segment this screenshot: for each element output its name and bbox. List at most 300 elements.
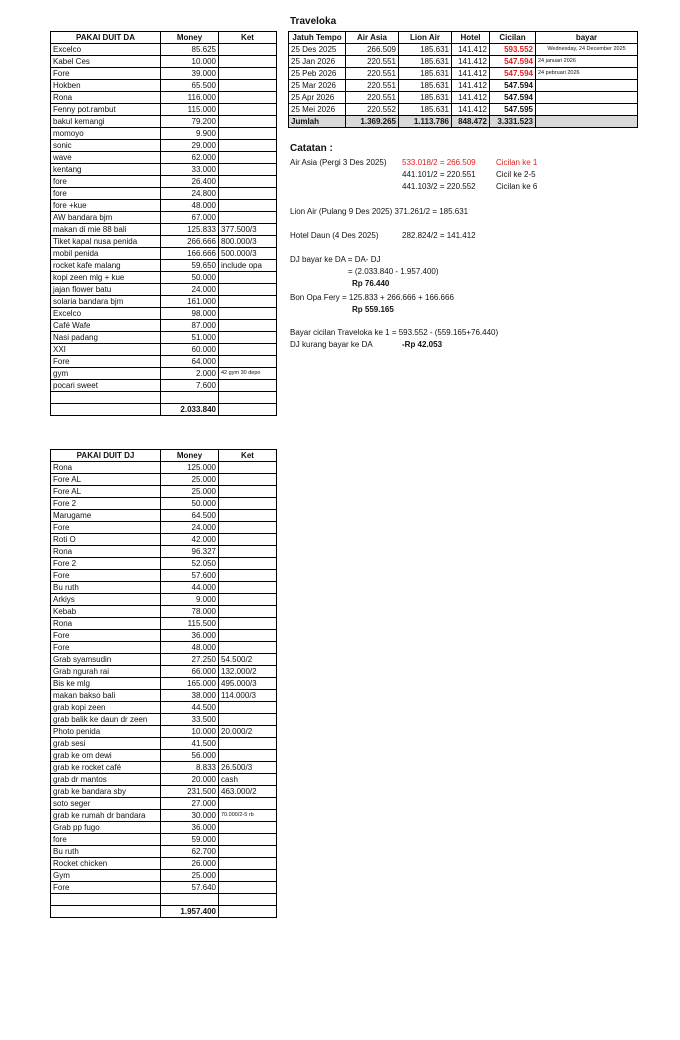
dj-cell-money: 125.000 [161,462,219,474]
dj-row [51,690,277,702]
catatan-airasia-line2-note: Cicil ke 2-5 [496,170,536,179]
traveloka-total-row [289,116,638,128]
da-cell-item: Excelco [51,308,161,320]
dj-cell-ket [219,510,277,522]
da-cell-money: 87.000 [161,320,219,332]
traveloka-header-cicilan: Cicilan [490,32,536,44]
dj-row [51,822,277,834]
traveloka-cell-hotel: 141.412 [452,44,490,56]
catatan-airasia-line2: 441.101/2 = 220.551 [402,170,476,179]
da-cell-ket [219,356,277,368]
da-cell-ket [219,92,277,104]
dj-cell-money: 27.000 [161,798,219,810]
dj-cell-money: 48.000 [161,642,219,654]
da-cell-item [51,392,161,404]
dj-cell-ket [219,594,277,606]
traveloka-header-row [289,32,638,44]
da-cell-ket [219,44,277,56]
da-row [51,44,277,56]
dj-cell-ket [219,858,277,870]
dj-row [51,810,277,822]
traveloka-table-body [289,44,638,116]
dj-cell-ket [219,750,277,762]
da-cell-money: 67.000 [161,212,219,224]
dj-cell-item: Fore AL [51,474,161,486]
dj-row [51,474,277,486]
dj-row [51,786,277,798]
dj-cell-item: Grab pp fugo [51,822,161,834]
da-cell-item: sonic [51,140,161,152]
traveloka-cell-lion-air: 185.631 [399,104,452,116]
traveloka-cell-hotel: 141.412 [452,56,490,68]
dj-cell-ket [219,714,277,726]
catatan-bon-opa: Bon Opa Fery = 125.833 + 266.666 + 166.666 [290,293,454,302]
catatan-bayar-cicilan: Bayar cicilan Traveloka ke 1 = 593.552 - (559.165+76.440) [290,328,499,337]
dj-cell-money: 25.000 [161,474,219,486]
traveloka-header-hotel: Hotel [452,32,490,44]
traveloka-cell-bayar [536,104,638,116]
dj-cell-money: 64.500 [161,510,219,522]
dj-row [51,846,277,858]
dj-row [51,882,277,894]
dj-total-ket [219,906,277,918]
dj-cell-ket [219,606,277,618]
dj-cell-money: 57.640 [161,882,219,894]
dj-cell-money: 52.050 [161,558,219,570]
catatan-heading: Catatan : [290,143,333,154]
da-row [51,212,277,224]
da-cell-item: Tiket kapal nusa penida [51,236,161,248]
catatan-dj-kurang-value: -Rp 42.053 [402,340,443,349]
da-table-body [51,44,277,404]
dj-cell-item: Fore 2 [51,558,161,570]
da-cell-item: jajan flower batu [51,284,161,296]
traveloka-total-cicilan: 3.331.523 [490,116,536,128]
dj-cell-ket [219,822,277,834]
da-cell-ket [219,176,277,188]
da-cell-money: 24.000 [161,284,219,296]
dj-header-item: PAKAI DUIT DJ [51,450,161,462]
catatan-airasia-line1: 533.018/2 = 266.509 [402,158,476,167]
dj-cell-money: 24.000 [161,522,219,534]
da-cell-item: mobil penida [51,248,161,260]
dj-row [51,522,277,534]
da-row [51,308,277,320]
da-cell-item: Fore [51,356,161,368]
da-cell-item: wave [51,152,161,164]
da-row [51,392,277,404]
da-cell-money: 79.200 [161,116,219,128]
da-cell-ket [219,332,277,344]
catatan-dj-kurang: DJ kurang bayar ke DA [290,340,373,349]
da-cell-ket [219,80,277,92]
dj-row [51,582,277,594]
da-cell-item: gym [51,368,161,380]
da-cell-money: 39.000 [161,68,219,80]
da-cell-item: pocari sweet [51,380,161,392]
dj-cell-item: grab ke rocket café [51,762,161,774]
da-cell-ket [219,320,277,332]
da-cell-money: 9.900 [161,128,219,140]
dj-row [51,534,277,546]
traveloka-header-lion-air: Lion Air [399,32,452,44]
da-total-ket [219,404,277,416]
dj-cell-money: 42.000 [161,534,219,546]
da-row [51,368,277,380]
dj-cell-money: 38.000 [161,690,219,702]
traveloka-row [289,80,638,92]
da-cell-money: 29.000 [161,140,219,152]
da-total-value: 2.033.840 [161,404,219,416]
dj-cell-ket [219,834,277,846]
dj-cell-ket: 26.500/3 [219,762,277,774]
dj-row [51,738,277,750]
da-cell-money: 64.000 [161,356,219,368]
traveloka-title: Traveloka [290,16,337,27]
da-cell-money: 33.000 [161,164,219,176]
catatan-bon-result: Rp 559.165 [352,305,394,314]
da-row [51,56,277,68]
dj-row [51,774,277,786]
dj-cell-money [161,894,219,906]
da-cell-money: 51.000 [161,332,219,344]
da-cell-ket [219,140,277,152]
dj-expense-table [50,449,277,918]
da-row [51,140,277,152]
da-row [51,176,277,188]
traveloka-cell-cicilan: 593.552 [490,44,536,56]
dj-cell-ket: 54.500/2 [219,654,277,666]
da-cell-money: 50.000 [161,272,219,284]
dj-cell-item: Arkiys [51,594,161,606]
dj-cell-item: Grab syamsudin [51,654,161,666]
dj-cell-ket [219,894,277,906]
traveloka-cell-lion-air: 185.631 [399,80,452,92]
dj-cell-ket [219,642,277,654]
dj-cell-ket [219,498,277,510]
dj-row [51,834,277,846]
da-row [51,68,277,80]
dj-cell-money: 41.500 [161,738,219,750]
dj-cell-ket [219,534,277,546]
traveloka-cell-bayar: 24 pebruari 2026 [536,68,638,80]
dj-cell-item: grab ke bandara sby [51,786,161,798]
dj-cell-item: Photo penida [51,726,161,738]
dj-cell-item: Fore [51,642,161,654]
traveloka-cell-lion-air: 185.631 [399,44,452,56]
da-cell-ket: 500.000/3 [219,248,277,260]
da-cell-ket [219,104,277,116]
traveloka-cell-hotel: 141.412 [452,92,490,104]
da-cell-money: 26.400 [161,176,219,188]
dj-cell-money: 9.000 [161,594,219,606]
da-row [51,296,277,308]
dj-row [51,654,277,666]
da-cell-money: 48.000 [161,200,219,212]
dj-cell-money: 8.833 [161,762,219,774]
dj-cell-ket [219,486,277,498]
dj-row [51,594,277,606]
traveloka-cell-air-asia: 220.552 [346,104,399,116]
traveloka-total-label: Jumlah [289,116,346,128]
da-cell-ket [219,200,277,212]
traveloka-cell-cicilan: 547.594 [490,68,536,80]
da-total-row [51,404,277,416]
da-header-item: PAKAI DUIT DA [51,32,161,44]
da-cell-ket [219,116,277,128]
dj-total-label [51,906,161,918]
da-cell-ket: include opa [219,260,277,272]
dj-cell-money: 25.000 [161,486,219,498]
catatan-airasia-line1-note: Cicilan ke 1 [496,158,538,167]
dj-cell-item: Rocket chicken [51,858,161,870]
dj-cell-ket: 114.000/3 [219,690,277,702]
catatan-hotel-calc: 282.824/2 = 141.412 [402,231,476,240]
dj-row [51,714,277,726]
dj-cell-item: Roti O [51,534,161,546]
dj-header-money: Money [161,450,219,462]
dj-cell-money: 96.327 [161,546,219,558]
da-cell-item: fore [51,188,161,200]
da-cell-money: 10.000 [161,56,219,68]
dj-cell-money: 44.000 [161,582,219,594]
da-cell-item: makan di mie 88 bali [51,224,161,236]
da-row [51,224,277,236]
dj-row [51,798,277,810]
traveloka-cell-cicilan: 547.594 [490,80,536,92]
dj-cell-money: 20.000 [161,774,219,786]
traveloka-row [289,104,638,116]
dj-cell-ket [219,570,277,582]
dj-cell-item: grab balik ke daun dr zeen [51,714,161,726]
da-cell-ket [219,308,277,320]
dj-cell-money: 231.500 [161,786,219,798]
dj-cell-money: 36.000 [161,822,219,834]
dj-row [51,702,277,714]
dj-row [51,606,277,618]
dj-cell-money: 30.000 [161,810,219,822]
da-cell-item: fore [51,176,161,188]
da-cell-ket [219,164,277,176]
dj-cell-item: Rona [51,546,161,558]
dj-cell-money: 165.000 [161,678,219,690]
dj-cell-item: Kebab [51,606,161,618]
da-cell-money: 59.650 [161,260,219,272]
da-expense-table [50,31,277,416]
dj-cell-money: 59.000 [161,834,219,846]
dj-cell-item: Gym [51,870,161,882]
dj-cell-ket [219,618,277,630]
da-row [51,116,277,128]
da-cell-ket [219,188,277,200]
dj-cell-ket [219,474,277,486]
dj-header-row [51,450,277,462]
traveloka-cell-lion-air: 185.631 [399,92,452,104]
dj-cell-ket [219,846,277,858]
da-cell-ket [219,392,277,404]
dj-row [51,570,277,582]
traveloka-cell-air-asia: 220.551 [346,80,399,92]
dj-row [51,462,277,474]
da-cell-money: 7.600 [161,380,219,392]
da-cell-ket [219,380,277,392]
da-cell-ket [219,128,277,140]
da-cell-item: Nasi padang [51,332,161,344]
traveloka-cell-jatuh-tempo: 25 Jan 2026 [289,56,346,68]
catatan-dj-result: Rp 76.440 [352,279,390,288]
catatan-airasia-line3-note: Cicilan ke 6 [496,182,538,191]
da-cell-money: 115.000 [161,104,219,116]
dj-cell-item: grab sesi [51,738,161,750]
dj-cell-ket [219,738,277,750]
dj-cell-item: Fore [51,630,161,642]
da-cell-money: 60.000 [161,344,219,356]
da-cell-ket [219,344,277,356]
dj-row [51,486,277,498]
traveloka-cell-air-asia: 220.551 [346,68,399,80]
dj-total-value: 1.957.400 [161,906,219,918]
catatan-dj-calc: = (2.033.840 - 1.957.400) [348,267,439,276]
da-cell-item: Excelco [51,44,161,56]
dj-cell-ket [219,702,277,714]
da-cell-item: kopi zeen mlg + kue [51,272,161,284]
da-cell-item: Fenny pot.rambut [51,104,161,116]
da-cell-ket [219,56,277,68]
dj-cell-item: Fore [51,570,161,582]
traveloka-cell-air-asia: 266.509 [346,44,399,56]
dj-cell-money: 115.500 [161,618,219,630]
dj-cell-money: 78.000 [161,606,219,618]
da-row [51,128,277,140]
traveloka-total-hotel: 848.472 [452,116,490,128]
traveloka-cell-hotel: 141.412 [452,80,490,92]
da-header-ket: Ket [219,32,277,44]
dj-cell-money: 44.500 [161,702,219,714]
da-cell-item: momoyo [51,128,161,140]
dj-cell-money: 62.700 [161,846,219,858]
traveloka-cell-jatuh-tempo: 25 Mar 2026 [289,80,346,92]
dj-cell-item: Marugame [51,510,161,522]
dj-cell-item: Grab ngurah rai [51,666,161,678]
dj-cell-money: 25.000 [161,870,219,882]
traveloka-cell-bayar: Wednesday, 24 December 2025 [536,44,638,56]
da-row [51,200,277,212]
dj-cell-ket [219,558,277,570]
da-row [51,332,277,344]
da-cell-item: bakul kemangi [51,116,161,128]
dj-row [51,750,277,762]
da-cell-ket [219,68,277,80]
da-cell-ket [219,272,277,284]
dj-cell-item: soto seger [51,798,161,810]
dj-cell-ket: cash [219,774,277,786]
da-cell-item: Rona [51,92,161,104]
traveloka-cell-bayar: 24 januari 2026 [536,56,638,68]
da-cell-money: 62.000 [161,152,219,164]
da-cell-item: Hokben [51,80,161,92]
dj-cell-item: Rona [51,618,161,630]
dj-cell-item: grab ke om dewi [51,750,161,762]
da-row [51,344,277,356]
traveloka-cell-bayar [536,80,638,92]
da-row [51,188,277,200]
catatan-airasia-label: Air Asia (Pergi 3 Des 2025) [290,158,387,167]
traveloka-cell-jatuh-tempo: 25 Apr 2026 [289,92,346,104]
dj-cell-ket [219,870,277,882]
dj-cell-item: grab dr mantos [51,774,161,786]
traveloka-row [289,92,638,104]
da-cell-item: AW bandara bjm [51,212,161,224]
da-cell-item: Café Wafe [51,320,161,332]
da-row [51,356,277,368]
dj-row [51,558,277,570]
traveloka-cell-cicilan: 547.595 [490,104,536,116]
traveloka-row [289,68,638,80]
traveloka-total-air-asia: 1.369.265 [346,116,399,128]
dj-row [51,642,277,654]
catatan-hotel-label: Hotel Daun (4 Des 2025) [290,231,379,240]
da-header-money: Money [161,32,219,44]
traveloka-header-air-asia: Air Asia [346,32,399,44]
da-cell-money: 85.625 [161,44,219,56]
traveloka-total-lion-air: 1.113.786 [399,116,452,128]
dj-cell-ket: 20.000/2 [219,726,277,738]
dj-cell-item: Fore 2 [51,498,161,510]
da-total-label [51,404,161,416]
dj-row [51,618,277,630]
da-cell-money: 98.000 [161,308,219,320]
da-row [51,92,277,104]
traveloka-total-bayar [536,116,638,128]
da-cell-ket: 800.000/3 [219,236,277,248]
da-cell-money: 125.833 [161,224,219,236]
dj-cell-ket: 132.000/2 [219,666,277,678]
dj-row [51,498,277,510]
dj-total-row [51,906,277,918]
da-cell-ket [219,296,277,308]
da-row [51,248,277,260]
da-cell-money: 266.666 [161,236,219,248]
traveloka-row [289,44,638,56]
dj-cell-money: 26.000 [161,858,219,870]
dj-cell-item: Bu ruth [51,846,161,858]
da-header-row [51,32,277,44]
da-cell-money: 116.000 [161,92,219,104]
dj-row [51,630,277,642]
da-cell-item: fore +kue [51,200,161,212]
dj-cell-item: fore [51,834,161,846]
dj-cell-item: Bis ke mlg [51,678,161,690]
da-cell-item: Kabel Ces [51,56,161,68]
dj-cell-item: Bu ruth [51,582,161,594]
da-row [51,164,277,176]
da-row [51,272,277,284]
dj-cell-money: 10.000 [161,726,219,738]
da-row [51,260,277,272]
catatan-dj-bayar: DJ bayar ke DA = DA- DJ [290,255,381,264]
da-cell-ket: 42 gym 30 depo [219,368,277,380]
da-cell-ket [219,212,277,224]
da-cell-ket: 377.500/3 [219,224,277,236]
traveloka-cell-jatuh-tempo: 25 Mei 2026 [289,104,346,116]
dj-cell-ket: 70.000/2-5 rb [219,810,277,822]
dj-cell-item: Fore AL [51,486,161,498]
dj-row [51,678,277,690]
traveloka-cell-cicilan: 547.594 [490,56,536,68]
dj-cell-item: makan bakso bali [51,690,161,702]
traveloka-table [288,31,638,128]
da-row [51,236,277,248]
